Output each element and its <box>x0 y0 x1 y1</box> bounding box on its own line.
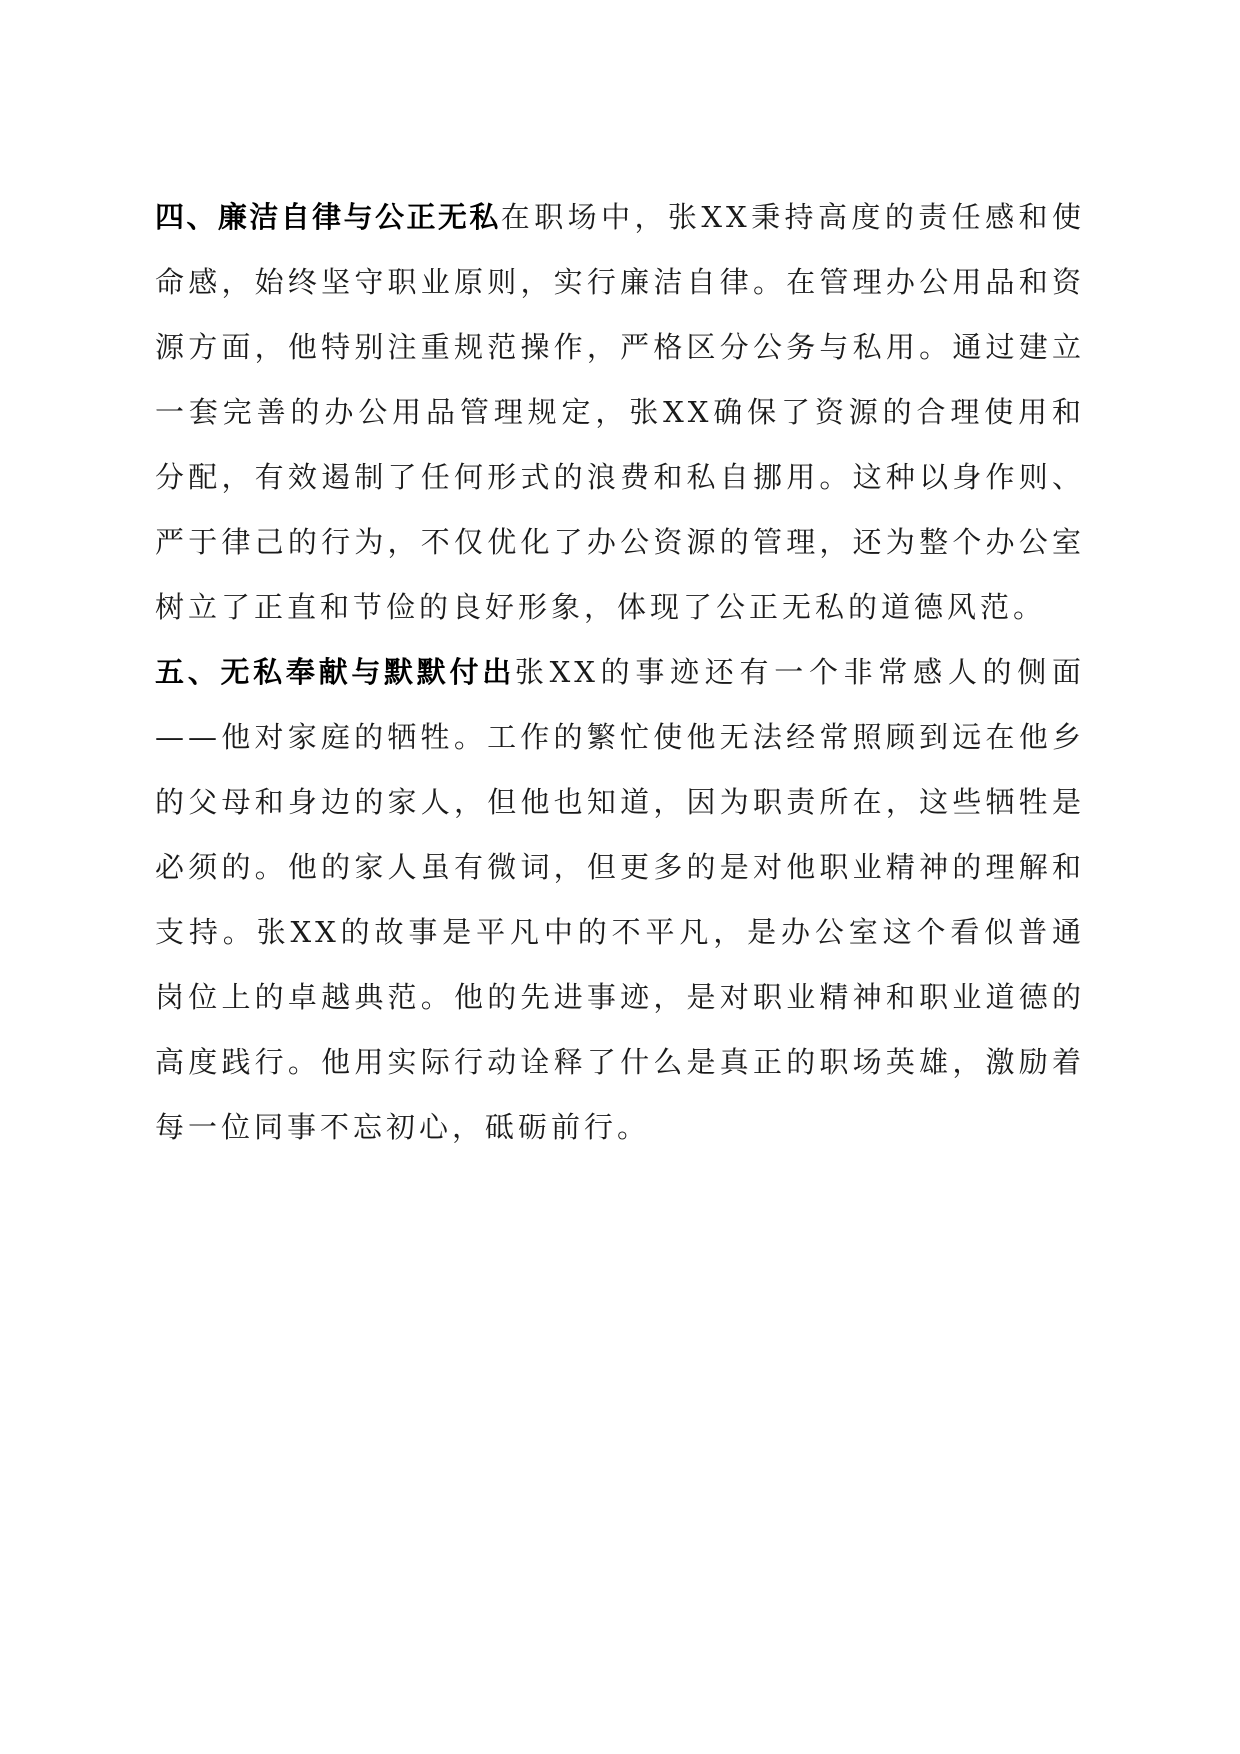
section-paragraph-5 <box>155 640 1085 1160</box>
section-body-5: 张XX的事迹还有一个非常感人的侧面——他对家庭的牺牲。工作的繁忙使他无法经常照顾到远在他乡的父母和身边的家人，但他也知道，因为职责所在，这些牺牲是必须的。他的家人虽有微词，但更多的是对他职业精神的理解和支持。张XX的故事是平凡中的不平凡，是办公室这个看似普通岗位上的卓越典范。他的先进事迹，是对职业精神和职业道德的高度践行。他用实际行动诠释了什么是真正的职场英雄，激励着每一位同事不忘初心，砥砺前行。 <box>155 655 1085 1144</box>
section-heading-4: 四、廉洁自律与公正无私 <box>155 200 501 234</box>
section-body-4: 在职场中，张XX秉持高度的责任感和使命感，始终坚守职业原则，实行廉洁自律。在管理办公用品和资源方面，他特别注重规范操作，严格区分公务与私用。通过建立一套完善的办公用品管理规定，张XX确保了资源的合理使用和分配，有效遏制了任何形式的浪费和私自挪用。这种以身作则、严于律己的行为，不仅优化了办公资源的管理，还为整个办公室树立了正直和节俭的良好形象，体现了公正无私的道德风范。 <box>155 200 1085 624</box>
section-paragraph-4 <box>155 185 1085 640</box>
section-heading-5: 五、无私奉献与默默付出 <box>155 655 515 689</box>
document-body <box>155 185 1085 1160</box>
